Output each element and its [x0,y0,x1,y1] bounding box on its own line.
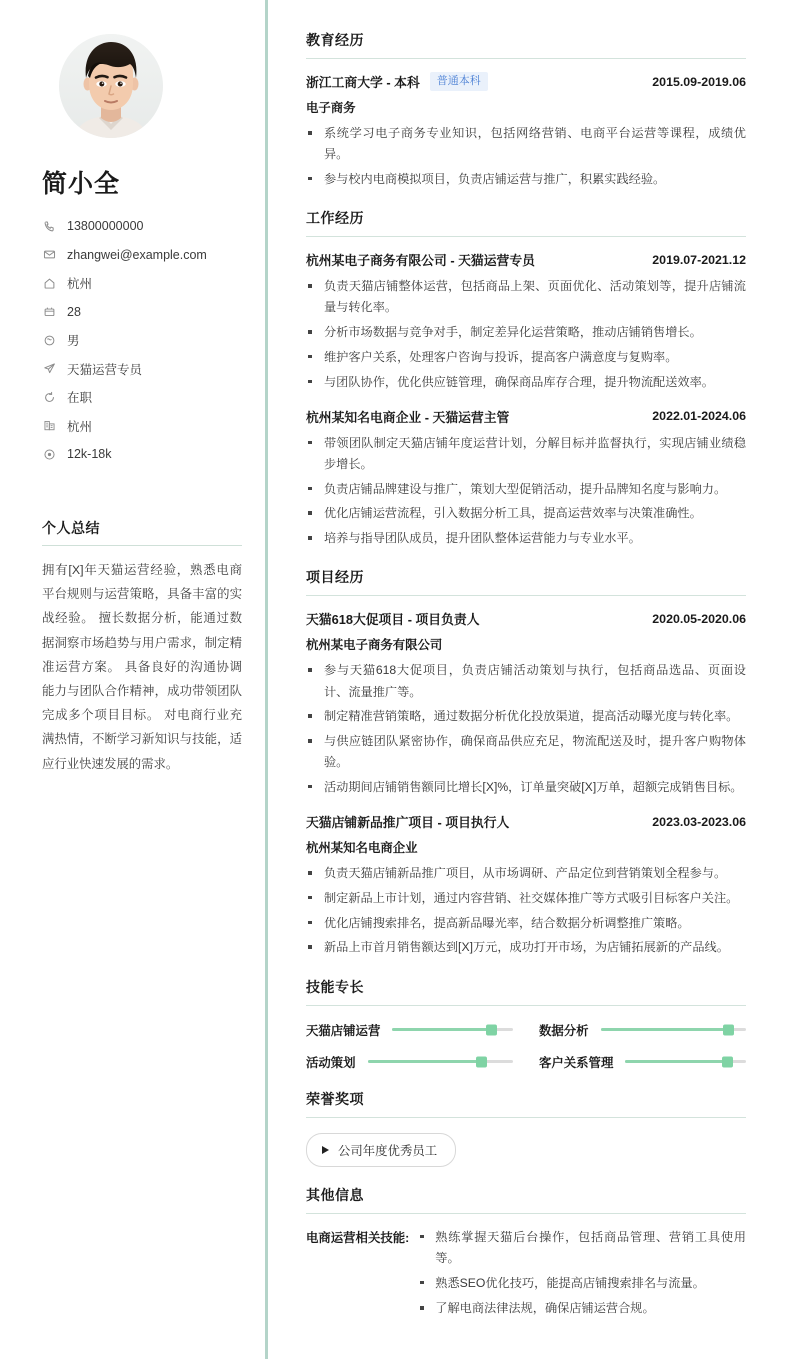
entry-header [306,250,746,269]
home-icon [42,276,56,290]
summary-text: 拥有[X]年天猫运营经验，熟悉电商平台规则与运营策略，具备丰富的实战经验。 擅长数据分析，能通过数据洞察市场趋势与用户需求，制定精准运营方案。 具备良好的沟通协调能力与团队合作精神，成功带领团队完成多个项目目标。 对电商行业充满热情，不断学习新知识与技能，适应行业快速发展的需求。 [42,563,242,771]
other-info-list [417,1227,746,1324]
skill-label: 数据分析 [539,1023,589,1038]
skill-fill [392,1028,491,1031]
portrait-photo-icon [59,34,163,138]
skill-slider[interactable] [392,1028,513,1031]
gender-icon [42,333,56,347]
work-entry [306,250,746,393]
contact-phone [42,214,242,238]
skill-knob[interactable] [486,1024,497,1035]
contact-city [42,414,242,438]
entry-title-wrap [306,72,642,91]
list-item: 制定新品上市计划，通过内容营销、社交媒体推广等方式吸引目标客户关注。 [306,888,746,909]
list-item: 熟练掌握天猫后台操作，包括商品管理、营销工具使用等。 [417,1227,746,1269]
target-icon [42,362,56,376]
skill-label: 活动策划 [306,1055,356,1070]
entry-title-wrap [306,609,642,628]
skill-fill [601,1028,729,1031]
entry-title: 天猫618大促项目 - 项目负责人 [306,612,480,628]
entry-subtitle: 杭州某知名电商企业 [306,841,418,856]
status-badge: 普通本科 [430,72,488,91]
phone-icon [42,219,56,233]
work-section [306,208,746,549]
contact-list [42,214,242,466]
main-column [268,0,794,1359]
list-item: 系统学习电子商务专业知识，包括网络营销、电商平台运营等课程，成绩优异。 [306,123,746,165]
project-entry [306,812,746,958]
list-item: 培养与指导团队成员，提升团队整体运营能力与专业水平。 [306,528,746,549]
entry-header [306,72,746,91]
bullet-list [306,863,746,958]
entry-date: 2022.01-2024.06 [652,409,746,424]
education-heading: 教育经历 [306,30,746,59]
contact-value: zhangwei@example.com [67,247,207,262]
entry-title: 浙江工商大学 - 本科 [306,75,420,90]
other-info-key: 电商运营相关技能: [306,1230,410,1245]
entry-date: 2023.03-2023.06 [652,814,746,829]
list-item: 带领团队制定天猫店铺年度运营计划，分解目标并监督执行，实现店铺业绩稳步增长。 [306,433,746,475]
skill-fill [368,1060,481,1063]
list-item: 优化店铺运营流程，引入数据分析工具，提高运营效率与决策准确性。 [306,503,746,524]
email-icon [42,248,56,262]
skills-section [306,977,746,1071]
summary-section [42,518,242,776]
entry-date: 2015.09-2019.06 [652,74,746,89]
education-entry [306,72,746,190]
award-row [306,1131,746,1167]
projects-heading: 项目经历 [306,567,746,596]
work-heading: 工作经历 [306,208,746,237]
skill-fill [625,1060,728,1063]
list-item: 活动期间店铺销售额同比增长[X]%，订单量突破[X]万单，超额完成销售目标。 [306,777,746,798]
list-item: 与团队协作，优化供应链管理，确保商品库存合理，提升物流配送效率。 [306,372,746,393]
contact-hometown [42,271,242,295]
bullet-list [306,433,746,550]
list-item: 与供应链团队紧密协作，确保商品供应充足，物流配送及时，提升客户购物体验。 [306,731,746,773]
skills-grid [306,1019,746,1071]
contact-age [42,300,242,324]
skills-heading: 技能专长 [306,977,746,1006]
skill-label: 天猫店铺运营 [306,1023,381,1038]
awards-section [306,1089,746,1167]
entry-subtitle: 电子商务 [306,101,356,115]
skill-knob[interactable] [476,1056,487,1067]
entry-title: 杭州某知名电商企业 - 天猫运营主管 [306,409,510,425]
entry-title: 杭州某电子商务有限公司 - 天猫运营专员 [306,253,535,269]
entry-title-wrap [306,407,642,426]
bullet-list [306,276,746,393]
entry-header [306,407,746,426]
contact-value: 12k-18k [67,447,112,461]
bullet-list [306,660,746,798]
work-entry [306,407,746,550]
skill-item [306,1053,513,1071]
contact-gender [42,328,242,352]
skill-knob[interactable] [722,1056,733,1067]
skill-knob[interactable] [723,1024,734,1035]
entry-title: 天猫店铺新品推广项目 - 项目执行人 [306,815,510,831]
entry-title-wrap [306,812,642,831]
contact-value: 在职 [67,391,93,405]
building-icon [42,419,56,433]
calendar-icon [42,305,56,319]
play-triangle-icon [322,1146,329,1154]
entry-date: 2019.07-2021.12 [652,252,746,267]
education-section [306,30,746,190]
list-item: 负责天猫店铺新品推广项目，从市场调研、产品定位到营销策划全程参与。 [306,863,746,884]
list-item: 制定精准营销策略，通过数据分析优化投放渠道，提高活动曝光度与转化率。 [306,706,746,727]
list-item: 分析市场数据与竞争对手，制定差异化运营策略，推动店铺销售增长。 [306,322,746,343]
list-item: 熟悉SEO优化技巧，能提高店铺搜索排名与流量。 [417,1273,746,1294]
other-info-heading: 其他信息 [306,1185,746,1214]
contact-target-position [42,357,242,381]
skill-slider[interactable] [625,1060,746,1063]
project-entry [306,609,746,798]
entry-header [306,812,746,831]
entry-subtitle: 杭州某电子商务有限公司 [306,638,443,653]
contact-value: 杭州 [67,277,93,291]
list-item: 参与校内电商模拟项目，负责店铺运营与推广，积累实践经验。 [306,169,746,190]
award-label: 公司年度优秀员工 [338,1143,438,1158]
skill-slider[interactable] [601,1028,746,1031]
status-icon [42,390,56,404]
list-item: 负责天猫店铺整体运营，包括商品上架、页面优化、活动策划等，提升店铺流量与转化率。 [306,276,746,318]
list-item: 维护客户关系，处理客户咨询与投诉，提高客户满意度与复购率。 [306,347,746,368]
contact-value: 13800000000 [67,219,144,233]
sidebar [0,0,268,1359]
entry-header [306,609,746,628]
bullet-list [306,123,746,190]
summary-heading: 个人总结 [42,518,242,546]
list-item: 参与天猫618大促项目，负责店铺活动策划与执行，包括商品选品、页面设计、流量推广等。 [306,660,746,702]
skill-label: 客户关系管理 [539,1055,614,1070]
entry-title-wrap [306,250,642,269]
contact-value: 28 [67,304,81,319]
skill-item [539,1053,746,1071]
projects-section [306,567,746,958]
skill-slider[interactable] [368,1060,513,1063]
contact-email [42,243,242,267]
list-item: 负责店铺品牌建设与推广，策划大型促销活动，提升品牌知名度与影响力。 [306,479,746,500]
awards-heading: 荣誉奖项 [306,1089,746,1118]
skill-item [306,1021,513,1039]
avatar [59,34,163,138]
contact-salary [42,442,242,466]
list-item: 新品上市首月销售额达到[X]万元，成功打开市场，为店铺拓展新的产品线。 [306,937,746,958]
list-item: 了解电商法律法规，确保店铺运营合规。 [417,1298,746,1319]
other-info-group [306,1227,746,1324]
salary-icon [42,447,56,461]
award-badge[interactable] [306,1133,456,1167]
contact-status [42,385,242,409]
skill-item [539,1021,746,1039]
list-item: 优化店铺搜索排名，提高新品曝光率，结合数据分析调整推广策略。 [306,913,746,934]
page-title: 简小全 [42,170,121,198]
entry-date: 2020.05-2020.06 [652,611,746,626]
contact-value: 天猫运营专员 [67,362,143,377]
contact-value: 男 [67,334,80,348]
contact-value: 杭州 [67,419,93,434]
other-info-section [306,1185,746,1324]
